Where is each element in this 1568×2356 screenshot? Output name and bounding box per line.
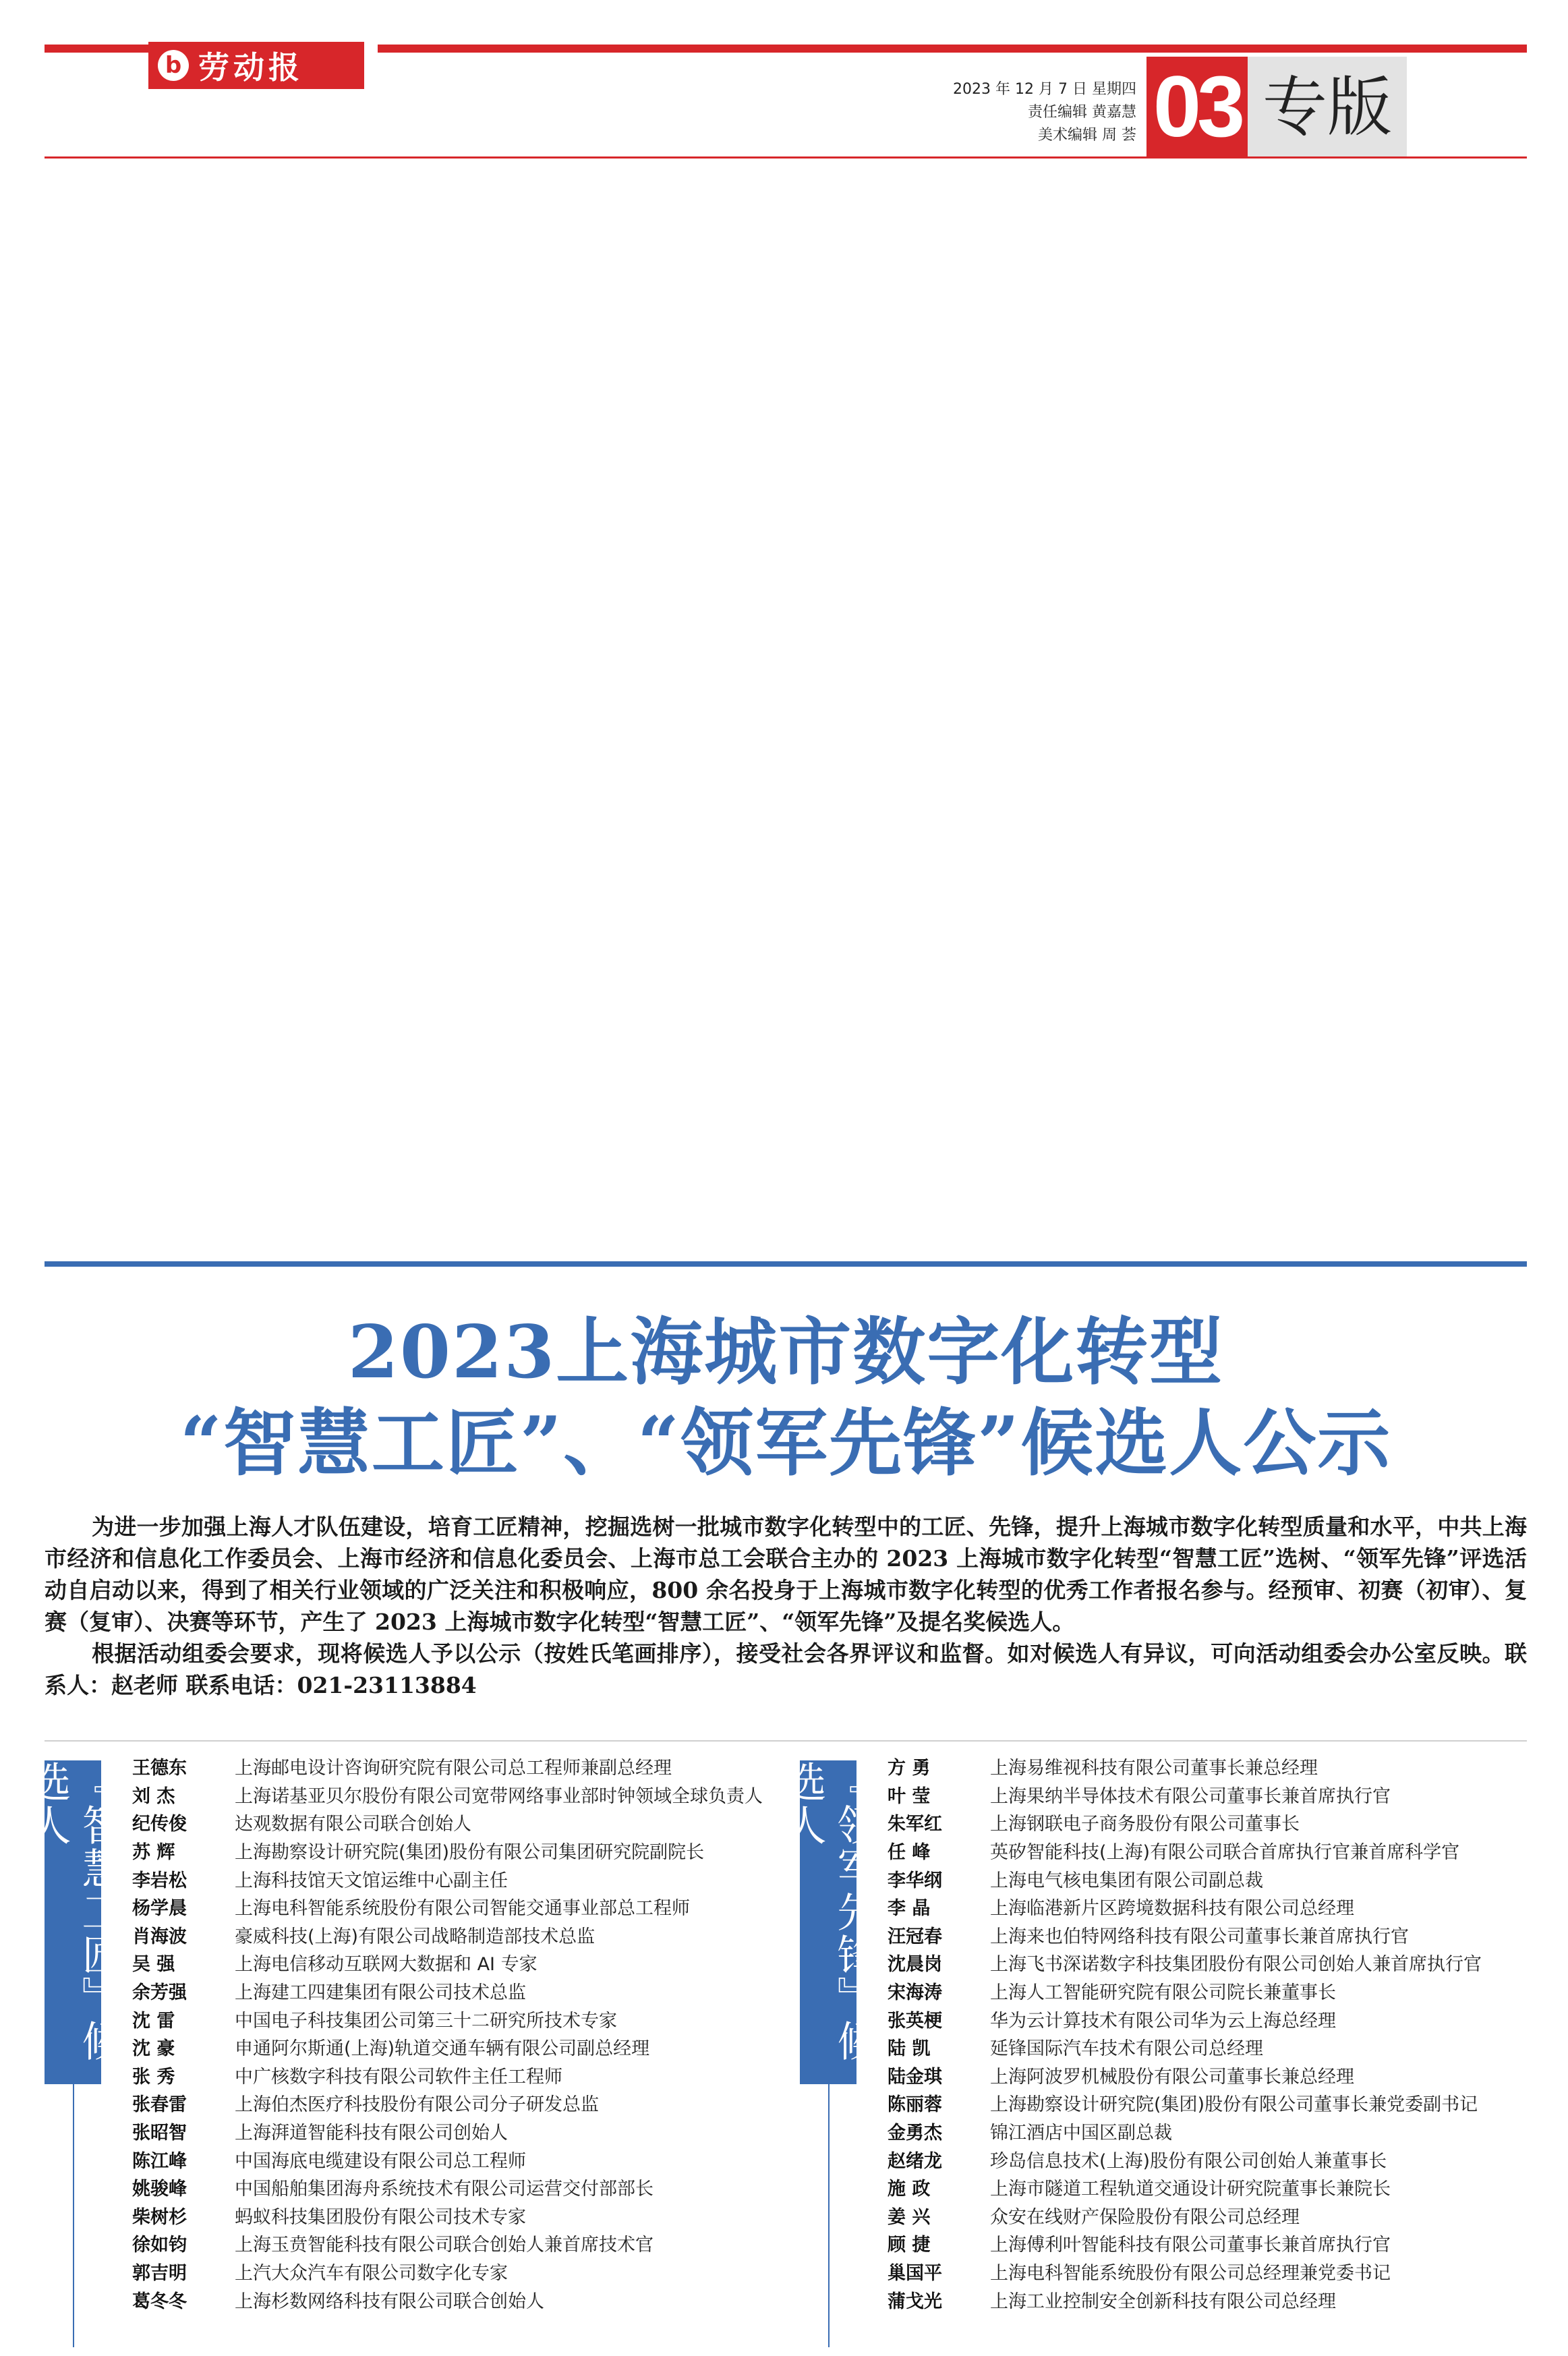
leading-pioneers-label: 『领军先锋』候选人 — [800, 1760, 856, 2084]
candidate-organization: 豪威科技(上海)有限公司战略制造部技术总监 — [235, 1926, 596, 1947]
candidate-name: 顾 捷 — [888, 2235, 931, 2256]
candidate-row — [888, 1949, 1527, 1977]
candidate-row — [888, 2061, 1527, 2090]
b-circle-icon: b — [158, 50, 189, 81]
candidate-row — [888, 1808, 1527, 1837]
editor-credit: 责任编辑 黄嘉慧 — [1028, 104, 1136, 121]
candidate-name: 姜 兴 — [888, 2206, 931, 2228]
candidate-name: 陆 凯 — [888, 2038, 931, 2060]
intro-paragraph-2: 根据活动组委会要求，现将候选人予以公示（按姓氏笔画排序），接受社会各界评议和监督。如对候选人有异议，可向活动组委会办公室反映。联系人：赵老师 联系电话：021-23113884 — [45, 1640, 1527, 1698]
page-number: 03 — [1146, 57, 1248, 158]
candidate-name: 施 政 — [888, 2179, 931, 2200]
article-headline — [45, 1309, 1527, 1491]
candidate-name: 沈 豪 — [132, 2038, 175, 2060]
candidate-organization: 上海来也伯特网络科技有限公司董事长兼首席执行官 — [990, 1926, 1409, 1947]
candidate-organization: 众安在线财产保险股份有限公司总经理 — [990, 2206, 1300, 2228]
candidate-organization: 上海伯杰医疗科技股份有限公司分子研发总监 — [235, 2094, 599, 2116]
candidate-organization: 锦江酒店中国区副总裁 — [990, 2123, 1172, 2144]
candidate-name: 柴树杉 — [132, 2206, 187, 2228]
candidate-organization: 上海傅利叶智能科技有限公司董事长兼首席执行官 — [990, 2235, 1391, 2256]
masthead-rule-right — [378, 45, 1527, 53]
candidate-organization: 上海临港新片区跨境数据科技有限公司总经理 — [990, 1898, 1354, 1920]
candidate-name: 蒲戈光 — [888, 2291, 942, 2312]
candidate-row — [132, 1893, 800, 1921]
candidate-name: 任 峰 — [888, 1842, 931, 1864]
candidate-row — [132, 2229, 800, 2258]
candidate-row — [888, 2145, 1527, 2173]
candidate-organization: 上海市隧道工程轨道交通设计研究院董事长兼院长 — [990, 2179, 1391, 2200]
candidate-row — [132, 1808, 800, 1837]
candidate-row — [132, 2033, 800, 2061]
candidate-row — [888, 2089, 1527, 2117]
candidate-organization: 上海玉贲智能科技有限公司联合创始人兼首席技术官 — [235, 2235, 654, 2256]
candidate-name: 郭吉明 — [132, 2262, 187, 2284]
candidate-row — [132, 2061, 800, 2090]
candidate-row — [132, 1921, 800, 1949]
candidate-organization: 上海阿波罗机械股份有限公司董事长兼总经理 — [990, 2066, 1354, 2088]
candidate-name: 陆金琪 — [888, 2066, 942, 2088]
candidate-name: 杨学晨 — [132, 1898, 187, 1920]
candidate-organization: 上海工业控制安全创新科技有限公司总经理 — [990, 2291, 1336, 2312]
candidate-row — [888, 1752, 1527, 1781]
candidate-organization: 达观数据有限公司联合创始人 — [235, 1814, 471, 1835]
candidate-organization: 上海飞书深诺数字科技集团股份有限公司创始人兼首席执行官 — [990, 1954, 1482, 1976]
candidate-organization: 上海人工智能研究院有限公司院长兼董事长 — [990, 1982, 1336, 2004]
candidate-name: 葛冬冬 — [132, 2291, 187, 2312]
intro-paragraph-1: 为进一步加强上海人才队伍建设，培育工匠精神，挖掘选树一批城市数字化转型中的工匠、先锋，提升上海城市数字化转型质量和水平，中共上海市经济和信息化工作委员会、上海市经济和信息化委员会、上海市总工会联合主办的 2023 上海城市数字化转型“智慧工匠”选树、“领军先锋”评选活动自启动以来，得到了相关行业领域的广泛关注和积极响应，800 余名投身于上海城市数字化转型的优秀工作者报名参与。经预审、初赛（初审）、复赛（复审）、决赛等环节，产生了 2023 上海城市数字化转型“智慧工匠”、“领军先锋”及提名奖候选人。 — [45, 1514, 1527, 1635]
smart-craftsmen-line — [73, 2084, 74, 2347]
candidate-organization: 中国海底电缆建设有限公司总工程师 — [235, 2150, 526, 2172]
candidate-organization: 上海杉数网络科技有限公司联合创始人 — [235, 2291, 544, 2312]
list-divider — [45, 1740, 1527, 1742]
candidate-row — [132, 2005, 800, 2033]
headline-line-1: 2023上海城市数字化转型 — [347, 1310, 1224, 1395]
candidate-row — [132, 2089, 800, 2117]
candidate-name: 朱军红 — [888, 1814, 942, 1835]
candidate-row — [888, 1781, 1527, 1809]
masthead-rule-left — [45, 45, 148, 53]
candidate-organization: 上海易维视科技有限公司董事长兼总经理 — [990, 1758, 1318, 1779]
candidate-name: 吴 强 — [132, 1954, 175, 1976]
candidate-organization: 华为云计算技术有限公司华为云上海总经理 — [990, 2010, 1336, 2032]
candidate-name: 张春雷 — [132, 2094, 187, 2116]
candidate-row — [888, 1977, 1527, 2005]
candidate-row — [888, 1864, 1527, 1893]
candidate-name: 姚骏峰 — [132, 2179, 187, 2200]
smart-craftsmen-label: 『智慧工匠』候选人 — [45, 1760, 101, 2084]
candidate-row — [888, 2202, 1527, 2230]
candidate-name: 叶 莹 — [888, 1785, 931, 1807]
candidate-name: 李 晶 — [888, 1898, 931, 1920]
candidate-row — [132, 2173, 800, 2202]
headline-line-2: “智慧工匠”、“领军先锋”候选人公示 — [179, 1401, 1392, 1486]
candidate-organization: 上海勘察设计研究院(集团)股份有限公司集团研究院副院长 — [235, 1842, 705, 1864]
smart-craftsmen-list — [132, 1752, 800, 2314]
candidate-name: 张英梗 — [888, 2010, 942, 2032]
header-divider — [45, 156, 1527, 159]
candidate-row — [132, 2258, 800, 2286]
candidate-name: 沈晨岗 — [888, 1954, 942, 1976]
candidate-row — [888, 2033, 1527, 2061]
candidate-name: 李岩松 — [132, 1870, 187, 1891]
newspaper-logo — [148, 42, 364, 89]
candidate-name: 李华纲 — [888, 1870, 942, 1891]
candidate-organization: 上海诺基亚贝尔股份有限公司宽带网络事业部时钟领域全球负责人 — [235, 1785, 763, 1807]
article-top-rule — [45, 1261, 1527, 1267]
candidate-name: 余芳强 — [132, 1982, 187, 2004]
candidate-name: 刘 杰 — [132, 1785, 175, 1807]
candidate-row — [132, 1752, 800, 1781]
issue-date: 2023 年 12 月 7 日 星期四 — [953, 81, 1136, 98]
candidate-name: 肖海波 — [132, 1926, 187, 1947]
candidate-organization: 上海湃道智能科技有限公司创始人 — [235, 2123, 508, 2144]
candidate-name: 赵绪龙 — [888, 2150, 942, 2172]
art-editor-credit: 美术编辑 周 荟 — [1038, 127, 1136, 144]
candidate-organization: 中国船舶集团海舟系统技术有限公司运营交付部部长 — [235, 2179, 654, 2200]
section-name: 专版 — [1248, 57, 1407, 158]
candidate-row — [132, 2202, 800, 2230]
candidate-row — [888, 1921, 1527, 1949]
candidate-organization: 上海科技馆天文馆运维中心副主任 — [235, 1870, 508, 1891]
leading-pioneers-list — [888, 1752, 1527, 2314]
candidate-name: 徐如钧 — [132, 2235, 187, 2256]
candidate-row — [132, 2285, 800, 2314]
candidate-organization: 上海果纳半导体技术有限公司董事长兼首席执行官 — [990, 1785, 1391, 1807]
candidate-row — [132, 2117, 800, 2146]
candidate-row — [888, 1893, 1527, 1921]
candidate-name: 方 勇 — [888, 1758, 931, 1779]
candidate-row — [888, 1837, 1527, 1865]
candidate-name: 苏 辉 — [132, 1842, 175, 1864]
candidate-row — [888, 2229, 1527, 2258]
article-intro — [45, 1511, 1527, 1701]
logo-text: 劳动报 — [198, 49, 303, 86]
candidate-organization: 上海电科智能系统股份有限公司智能交通事业部总工程师 — [235, 1898, 690, 1920]
candidate-row — [132, 1864, 800, 1893]
candidate-name: 陈丽蓉 — [888, 2094, 942, 2116]
candidate-organization: 上海钢联电子商务股份有限公司董事长 — [990, 1814, 1300, 1835]
candidate-row — [132, 1837, 800, 1865]
candidate-row — [132, 1781, 800, 1809]
issue-info — [953, 78, 1136, 147]
candidate-organization: 上汽大众汽车有限公司数字化专家 — [235, 2262, 508, 2284]
leading-pioneers-line — [828, 2084, 830, 2347]
candidate-organization: 上海勘察设计研究院(集团)股份有限公司董事长兼党委副书记 — [990, 2094, 1478, 2116]
candidate-name: 汪冠春 — [888, 1926, 942, 1947]
candidate-name: 张 秀 — [132, 2066, 175, 2088]
candidate-name: 陈江峰 — [132, 2150, 187, 2172]
candidate-name: 巢国平 — [888, 2262, 942, 2284]
candidate-organization: 上海电信移动互联网大数据和 AI 专家 — [235, 1954, 538, 1976]
candidate-name: 张昭智 — [132, 2123, 187, 2144]
candidate-name: 王德东 — [132, 1758, 187, 1779]
candidate-organization: 上海电气核电集团有限公司副总裁 — [990, 1870, 1263, 1891]
candidate-organization: 上海邮电设计咨询研究院有限公司总工程师兼副总经理 — [235, 1758, 672, 1779]
candidate-organization: 珍岛信息技术(上海)股份有限公司创始人兼董事长 — [990, 2150, 1387, 2172]
candidate-organization: 中国电子科技集团公司第三十二研究所技术专家 — [235, 2010, 617, 2032]
candidate-row — [888, 2173, 1527, 2202]
candidate-organization: 中广核数字科技有限公司软件主任工程师 — [235, 2066, 562, 2088]
candidate-row — [132, 1977, 800, 2005]
candidate-organization: 蚂蚁科技集团股份有限公司技术专家 — [235, 2206, 526, 2228]
candidate-organization: 上海建工四建集团有限公司技术总监 — [235, 1982, 526, 2004]
candidate-name: 宋海涛 — [888, 1982, 942, 2004]
candidate-row — [888, 2005, 1527, 2033]
candidate-organization: 英矽智能科技(上海)有限公司联合首席执行官兼首席科学官 — [990, 1842, 1460, 1864]
candidate-organization: 延锋国际汽车技术有限公司总经理 — [990, 2038, 1263, 2060]
blank-image-area — [45, 175, 1527, 1248]
candidate-organization: 申通阿尔斯通(上海)轨道交通车辆有限公司副总经理 — [235, 2038, 650, 2060]
candidate-name: 沈 雷 — [132, 2010, 175, 2032]
candidate-row — [132, 1949, 800, 1977]
candidate-organization: 上海电科智能系统股份有限公司总经理兼党委书记 — [990, 2262, 1391, 2284]
candidate-name: 纪传俊 — [132, 1814, 187, 1835]
candidate-row — [888, 2285, 1527, 2314]
candidate-row — [132, 2145, 800, 2173]
candidate-row — [888, 2258, 1527, 2286]
candidate-name: 金勇杰 — [888, 2123, 942, 2144]
candidate-row — [888, 2117, 1527, 2146]
